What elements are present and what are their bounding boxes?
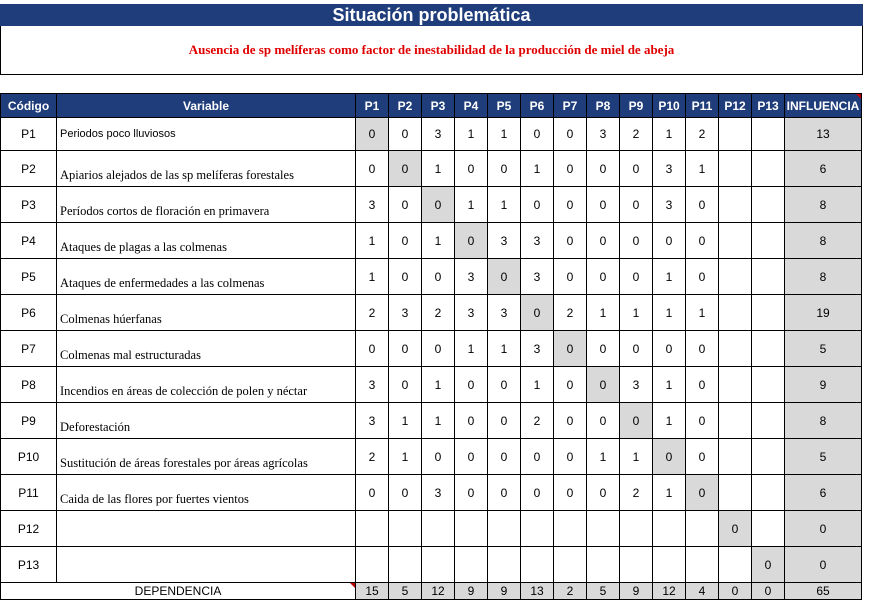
matrix-cell: 3 (521, 331, 554, 367)
matrix-cell: 0 (686, 367, 719, 403)
dependence-value: 15 (356, 583, 389, 600)
row-influence: 6 (785, 475, 862, 511)
matrix-cell: 0 (389, 151, 422, 187)
header-variable: Variable (57, 94, 356, 118)
matrix-cell: 1 (488, 118, 521, 151)
matrix-cell: 0 (719, 511, 752, 547)
matrix-cell: 0 (521, 439, 554, 475)
matrix-cell: 0 (554, 475, 587, 511)
matrix-cell: 1 (653, 403, 686, 439)
dependence-value: 5 (587, 583, 620, 600)
matrix-cell: 0 (389, 223, 422, 259)
header-p5: P5 (488, 94, 521, 118)
matrix-cell: 0 (686, 403, 719, 439)
matrix-cell: 0 (587, 259, 620, 295)
dependence-value: 9 (488, 583, 521, 600)
matrix-cell: 3 (488, 295, 521, 331)
matrix-cell: 0 (554, 118, 587, 151)
table-row (1, 475, 862, 511)
header-p13: P13 (752, 94, 785, 118)
matrix-cell (653, 547, 686, 583)
matrix-cell (554, 547, 587, 583)
header-p10: P10 (653, 94, 686, 118)
matrix-cell: 0 (686, 259, 719, 295)
matrix-cell: 0 (455, 439, 488, 475)
row-variable: Colmenas húerfanas (57, 295, 356, 331)
header-code: Código (1, 94, 57, 118)
matrix-cell (719, 223, 752, 259)
matrix-cell: 0 (521, 475, 554, 511)
matrix-cell: 0 (686, 187, 719, 223)
row-variable: Ataques de plagas a las colmenas (57, 223, 356, 259)
header-p7: P7 (554, 94, 587, 118)
matrix-cell: 0 (521, 295, 554, 331)
dependence-value: 13 (521, 583, 554, 600)
row-influence: 5 (785, 331, 862, 367)
matrix-cell: 1 (455, 187, 488, 223)
matrix-cell: 3 (356, 403, 389, 439)
matrix-cell: 0 (554, 259, 587, 295)
matrix-cell: 0 (356, 475, 389, 511)
matrix-cell: 1 (455, 118, 488, 151)
matrix-cell (620, 547, 653, 583)
matrix-cell: 0 (389, 331, 422, 367)
matrix-cell (752, 475, 785, 511)
dependence-value: 0 (719, 583, 752, 600)
matrix-cell: 0 (587, 403, 620, 439)
matrix-cell: 0 (389, 187, 422, 223)
matrix-cell (752, 367, 785, 403)
table-row (1, 187, 862, 223)
table-row (1, 439, 862, 475)
matrix-cell: 2 (356, 439, 389, 475)
matrix-cell: 3 (521, 259, 554, 295)
matrix-cell: 3 (653, 187, 686, 223)
matrix-cell: 0 (686, 475, 719, 511)
matrix-cell: 0 (356, 118, 389, 151)
matrix-cell: 3 (587, 118, 620, 151)
matrix-cell (488, 547, 521, 583)
matrix-cell (719, 439, 752, 475)
matrix-cell: 1 (587, 439, 620, 475)
matrix-cell (389, 547, 422, 583)
matrix-cell: 3 (653, 151, 686, 187)
row-influence: 8 (785, 259, 862, 295)
matrix-cell: 0 (455, 367, 488, 403)
matrix-cell (752, 259, 785, 295)
row-influence: 8 (785, 223, 862, 259)
row-variable: Períodos cortos de floración en primavera (57, 187, 356, 223)
matrix-cell: 2 (422, 295, 455, 331)
matrix-cell (488, 511, 521, 547)
matrix-cell: 1 (620, 295, 653, 331)
matrix-cell: 0 (356, 331, 389, 367)
row-variable: Deforestación (57, 403, 356, 439)
matrix-cell: 0 (587, 151, 620, 187)
row-code: P3 (1, 187, 57, 223)
matrix-cell: 1 (587, 295, 620, 331)
dependence-label: DEPENDENCIA (1, 583, 356, 600)
matrix-cell: 0 (488, 439, 521, 475)
row-variable (57, 547, 356, 583)
matrix-cell: 3 (455, 259, 488, 295)
dependence-total: 65 (785, 583, 862, 600)
matrix-cell (587, 511, 620, 547)
row-variable (57, 511, 356, 547)
row-influence: 9 (785, 367, 862, 403)
matrix-cell: 3 (422, 118, 455, 151)
matrix-cell: 0 (653, 439, 686, 475)
row-influence: 19 (785, 295, 862, 331)
matrix-cell (752, 223, 785, 259)
matrix-cell: 0 (554, 151, 587, 187)
matrix-cell: 0 (521, 187, 554, 223)
matrix-cell: 0 (455, 151, 488, 187)
matrix-cell: 1 (686, 151, 719, 187)
row-code: P1 (1, 118, 57, 151)
table-row (1, 223, 862, 259)
matrix-cell: 1 (389, 439, 422, 475)
header-p9: P9 (620, 94, 653, 118)
header-row (1, 94, 862, 118)
matrix-cell (554, 511, 587, 547)
row-variable: Periodos poco lluviosos (57, 118, 356, 151)
matrix-cell: 2 (686, 118, 719, 151)
matrix-cell: 3 (488, 223, 521, 259)
matrix-cell: 3 (422, 475, 455, 511)
dependence-value: 4 (686, 583, 719, 600)
header-p6: P6 (521, 94, 554, 118)
matrix-cell: 0 (752, 547, 785, 583)
subtitle: Ausencia de sp melíferas como factor de inestabilidad de la producción de miel de abeja (188, 42, 675, 57)
row-code: P7 (1, 331, 57, 367)
header-p2: P2 (389, 94, 422, 118)
row-variable: Apiarios alejados de las sp melíferas forestales (57, 151, 356, 187)
matrix-cell: 3 (521, 223, 554, 259)
dependence-value: 9 (620, 583, 653, 600)
row-influence: 0 (785, 511, 862, 547)
matrix-cell: 0 (686, 331, 719, 367)
matrix-cell (686, 511, 719, 547)
matrix-cell: 1 (488, 331, 521, 367)
matrix-cell: 0 (455, 475, 488, 511)
matrix-cell: 0 (554, 331, 587, 367)
dependence-row (1, 583, 862, 600)
matrix-cell: 1 (521, 151, 554, 187)
matrix-cell: 0 (587, 187, 620, 223)
matrix-cell (719, 151, 752, 187)
row-variable: Colmenas mal estructuradas (57, 331, 356, 367)
matrix-cell (719, 475, 752, 511)
matrix-cell: 1 (422, 223, 455, 259)
matrix-cell: 0 (554, 367, 587, 403)
matrix-cell (620, 511, 653, 547)
matrix-cell: 0 (587, 223, 620, 259)
matrix-cell (719, 295, 752, 331)
matrix-cell: 1 (422, 367, 455, 403)
matrix-cell: 3 (389, 295, 422, 331)
row-code: P4 (1, 223, 57, 259)
row-variable: Sustitución de áreas forestales por áreas agrícolas (57, 439, 356, 475)
matrix-cell: 0 (587, 331, 620, 367)
matrix-cell (752, 151, 785, 187)
row-variable: Ataques de enfermedades a las colmenas (57, 259, 356, 295)
matrix-cell: 0 (686, 223, 719, 259)
row-code: P11 (1, 475, 57, 511)
matrix-cell: 0 (554, 187, 587, 223)
matrix-cell: 1 (686, 295, 719, 331)
matrix-cell (719, 187, 752, 223)
matrix-cell: 0 (455, 403, 488, 439)
influence-dependence-matrix (0, 93, 862, 600)
matrix-cell: 1 (356, 259, 389, 295)
matrix-cell: 0 (488, 403, 521, 439)
matrix-cell: 1 (653, 259, 686, 295)
header-influence: INFLUENCIA (785, 94, 862, 118)
matrix-cell: 0 (620, 331, 653, 367)
matrix-cell: 0 (422, 439, 455, 475)
row-code: P5 (1, 259, 57, 295)
matrix-cell: 1 (422, 151, 455, 187)
matrix-cell: 0 (422, 259, 455, 295)
matrix-cell: 0 (653, 331, 686, 367)
matrix-cell (719, 367, 752, 403)
matrix-cell: 0 (653, 223, 686, 259)
header-p12: P12 (719, 94, 752, 118)
row-influence: 0 (785, 547, 862, 583)
table-row (1, 259, 862, 295)
matrix-cell: 2 (620, 118, 653, 151)
matrix-cell (719, 118, 752, 151)
matrix-cell: 0 (455, 223, 488, 259)
matrix-cell (521, 547, 554, 583)
matrix-cell (653, 511, 686, 547)
row-code: P2 (1, 151, 57, 187)
matrix-cell (752, 511, 785, 547)
matrix-cell: 0 (422, 187, 455, 223)
matrix-cell: 0 (521, 118, 554, 151)
row-influence: 8 (785, 187, 862, 223)
matrix-cell: 0 (488, 151, 521, 187)
matrix-cell: 0 (488, 259, 521, 295)
matrix-cell: 0 (620, 259, 653, 295)
matrix-cell: 3 (356, 187, 389, 223)
row-code: P10 (1, 439, 57, 475)
matrix-cell: 1 (653, 367, 686, 403)
matrix-cell: 0 (422, 331, 455, 367)
matrix-cell: 2 (554, 295, 587, 331)
dependence-value: 12 (653, 583, 686, 600)
matrix-cell: 1 (653, 475, 686, 511)
matrix-cell: 1 (356, 223, 389, 259)
matrix-cell (719, 331, 752, 367)
matrix-cell (752, 403, 785, 439)
matrix-cell (422, 547, 455, 583)
matrix-cell: 2 (521, 403, 554, 439)
header-p1: P1 (356, 94, 389, 118)
page-title: Situación problemática (0, 4, 863, 26)
matrix-cell: 1 (455, 331, 488, 367)
row-code: P8 (1, 367, 57, 403)
header-p8: P8 (587, 94, 620, 118)
matrix-cell: 0 (554, 439, 587, 475)
matrix-cell: 0 (488, 367, 521, 403)
table-row (1, 151, 862, 187)
matrix-cell: 2 (356, 295, 389, 331)
matrix-cell (719, 547, 752, 583)
matrix-cell (686, 547, 719, 583)
table-row (1, 511, 862, 547)
matrix-cell: 1 (521, 367, 554, 403)
matrix-cell: 0 (587, 475, 620, 511)
table-row (1, 403, 862, 439)
matrix-cell: 3 (455, 295, 488, 331)
matrix-cell (587, 547, 620, 583)
matrix-cell (752, 118, 785, 151)
matrix-cell: 0 (389, 367, 422, 403)
matrix-cell: 0 (620, 403, 653, 439)
matrix-cell (521, 511, 554, 547)
matrix-cell: 3 (356, 367, 389, 403)
matrix-cell: 2 (620, 475, 653, 511)
matrix-cell: 0 (620, 187, 653, 223)
matrix-cell (719, 259, 752, 295)
matrix-cell: 0 (620, 151, 653, 187)
matrix-cell: 0 (389, 259, 422, 295)
matrix-cell: 1 (653, 295, 686, 331)
matrix-cell (455, 511, 488, 547)
subtitle-box (0, 26, 863, 75)
dependence-value: 2 (554, 583, 587, 600)
matrix-cell (389, 511, 422, 547)
matrix-cell: 0 (389, 118, 422, 151)
row-variable: Incendios en áreas de colección de polen y néctar (57, 367, 356, 403)
table-row (1, 547, 862, 583)
row-code: P9 (1, 403, 57, 439)
matrix-cell: 0 (587, 367, 620, 403)
row-code: P12 (1, 511, 57, 547)
matrix-cell: 1 (422, 403, 455, 439)
table-row (1, 118, 862, 151)
matrix-cell: 0 (620, 223, 653, 259)
matrix-cell (752, 295, 785, 331)
matrix-cell (455, 547, 488, 583)
matrix-cell: 1 (620, 439, 653, 475)
table-row (1, 331, 862, 367)
matrix-cell: 1 (653, 118, 686, 151)
header-p4: P4 (455, 94, 488, 118)
matrix-cell: 0 (356, 151, 389, 187)
dependence-value: 9 (455, 583, 488, 600)
matrix-cell: 3 (620, 367, 653, 403)
header-p3: P3 (422, 94, 455, 118)
matrix-cell (356, 547, 389, 583)
matrix-cell: 0 (554, 223, 587, 259)
matrix-cell: 0 (554, 403, 587, 439)
row-influence: 8 (785, 403, 862, 439)
row-code: P13 (1, 547, 57, 583)
matrix-cell: 0 (686, 439, 719, 475)
matrix-cell: 0 (488, 475, 521, 511)
dependence-value: 5 (389, 583, 422, 600)
table-row (1, 367, 862, 403)
row-code: P6 (1, 295, 57, 331)
matrix-cell: 1 (389, 403, 422, 439)
header-p11: P11 (686, 94, 719, 118)
dependence-value: 12 (422, 583, 455, 600)
row-influence: 13 (785, 118, 862, 151)
matrix-cell (422, 511, 455, 547)
matrix-cell (752, 187, 785, 223)
row-variable: Caida de las flores por fuertes vientos (57, 475, 356, 511)
matrix-cell (752, 439, 785, 475)
row-influence: 5 (785, 439, 862, 475)
dependence-value: 0 (752, 583, 785, 600)
matrix-cell (356, 511, 389, 547)
matrix-cell: 1 (488, 187, 521, 223)
row-influence: 6 (785, 151, 862, 187)
matrix-cell (752, 331, 785, 367)
matrix-cell: 0 (389, 475, 422, 511)
matrix-cell (719, 403, 752, 439)
table-row (1, 295, 862, 331)
